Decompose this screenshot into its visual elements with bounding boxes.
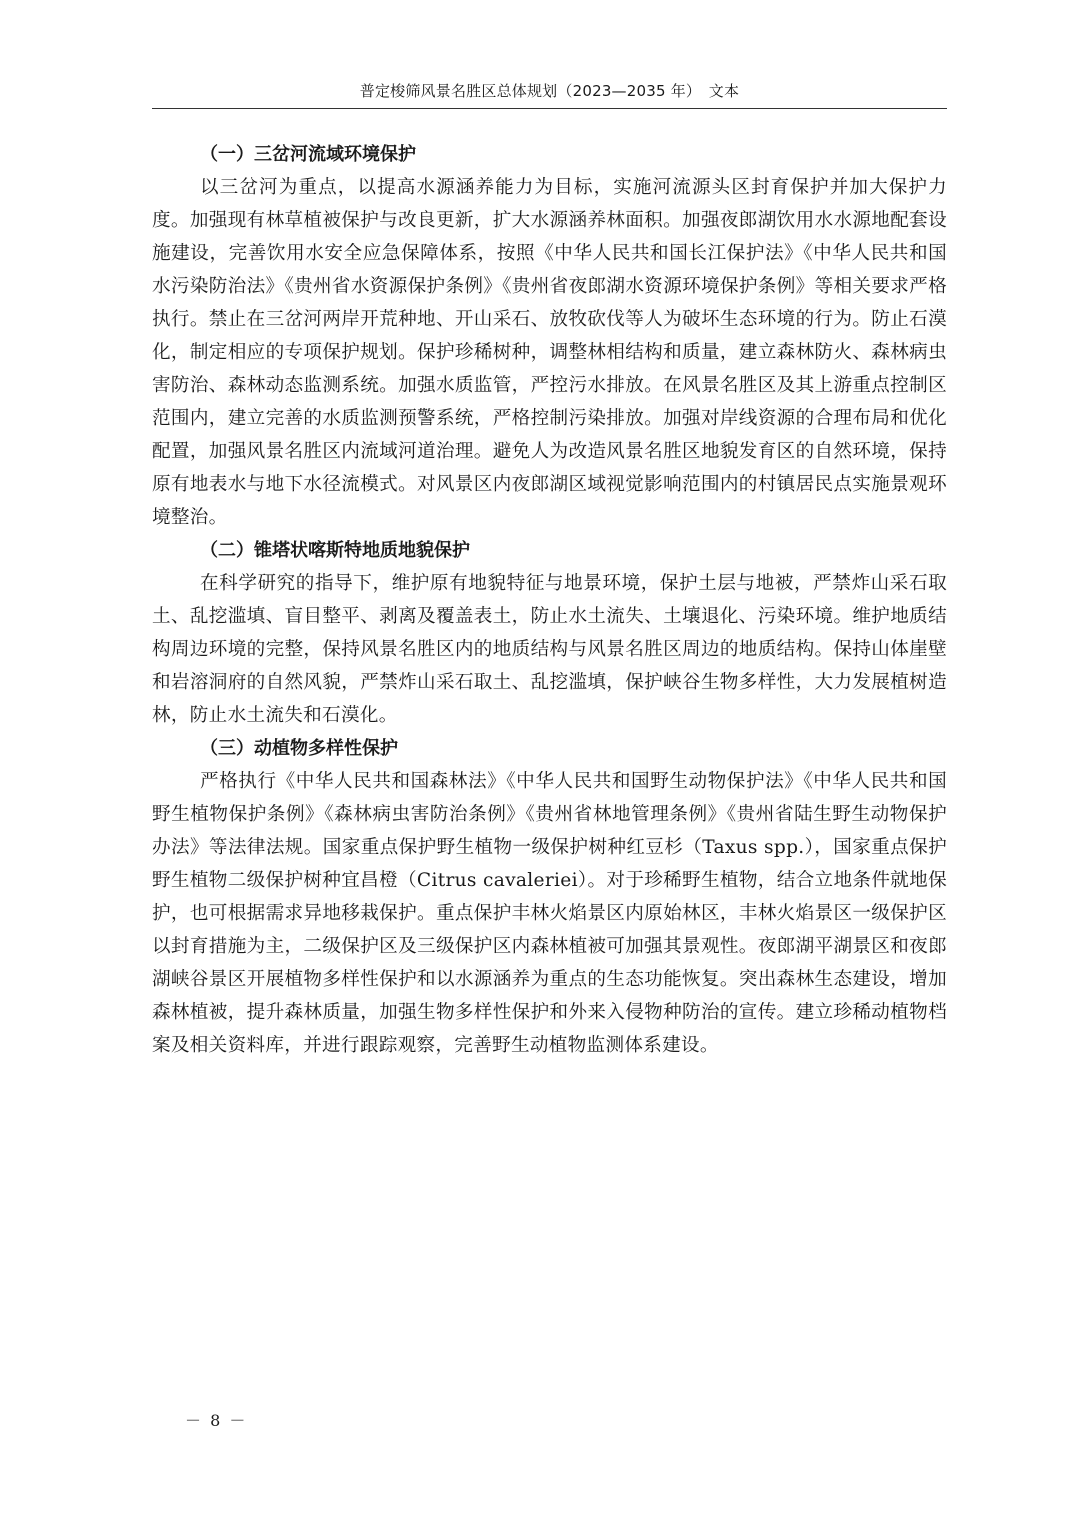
document-body bbox=[152, 138, 947, 1062]
section-heading-3: （三）动植物多样性保护 bbox=[200, 738, 398, 759]
section-heading-1: （一）三岔河流域环境保护 bbox=[200, 144, 416, 165]
header-rule bbox=[152, 108, 947, 109]
section-paragraph-3: 严格执行《中华人民共和国森林法》《中华人民共和国野生动物保护法》《中华人民共和国野生植物保护条例》《森林病虫害防治条例》《贵州省林地管理条例》《贵州省陆生野生动物保护办法》等法律法规。国家重点保护野生植物一级保护树种红豆杉（Taxus spp.），国家重点保护野生植物二级保护树种宜昌橙（Citrus cavaleriei）。对于珍稀野生植物，结合立地条件就地保护，也可根据需求异地移栽保护。重点保护丰林火焰景区内原始林区，丰林火焰景区一级保护区以封育措施为主，二级保护区及三级保护区内森林植被可加强其景观性。夜郎湖平湖景区和夜郎湖峡谷景区开展植物多样性保护和以水源涵养为重点的生态功能恢复。突出森林生态建设，增加森林植被，提升森林质量，加强生物多样性保护和外来入侵物种防治的宣传。建立珍稀动植物档案及相关资料库，并进行跟踪观察，完善野生动植物监测体系建设。 bbox=[152, 771, 947, 1056]
section-heading-2: （二）锥塔状喀斯特地质地貌保护 bbox=[200, 540, 470, 561]
page-number: － 8 － bbox=[185, 1411, 248, 1430]
section-paragraph-1: 以三岔河为重点，以提高水源涵养能力为目标，实施河流源头区封育保护并加大保护力度。加强现有林草植被保护与改良更新，扩大水源涵养林面积。加强夜郎湖饮用水水源地配套设施建设，完善饮用水安全应急保障体系，按照《中华人民共和国长江保护法》《中华人民共和国水污染防治法》《贵州省水资源保护条例》《贵州省夜郎湖水资源环境保护条例》等相关要求严格执行。禁止在三岔河两岸开荒种地、开山采石、放牧砍伐等人为破坏生态环境的行为。防止石漠化，制定相应的专项保护规划。保护珍稀树种，调整林相结构和质量，建立森林防火、森林病虫害防治、森林动态监测系统。加强水质监管，严控污水排放。在风景名胜区及其上游重点控制区范围内，建立完善的水质监测预警系统，严格控制污染排放。加强对岸线资源的合理布局和优化配置，加强风景名胜区内流域河道治理。避免人为改造风景名胜区地貌发育区的自然环境，保持原有地表水与地下水径流模式。对风景区内夜郎湖区域视觉影响范围内的村镇居民点实施景观环境整治。 bbox=[152, 177, 947, 528]
document-header: 普定梭筛风景名胜区总体规划（2023—2035 年） 文本 bbox=[359, 82, 740, 100]
section-paragraph-2: 在科学研究的指导下，维护原有地貌特征与地景环境，保护土层与地被，严禁炸山采石取土、乱挖滥填、盲目整平、剥离及覆盖表土，防止水土流失、土壤退化、污染环境。维护地质结构周边环境的完整，保持风景名胜区内的地质结构与风景名胜区周边的地质结构。保持山体崖壁和岩溶洞府的自然风貌，严禁炸山采石取土、乱挖滥填，保护峡谷生物多样性，大力发展植树造林，防止水土流失和石漠化。 bbox=[152, 573, 947, 726]
